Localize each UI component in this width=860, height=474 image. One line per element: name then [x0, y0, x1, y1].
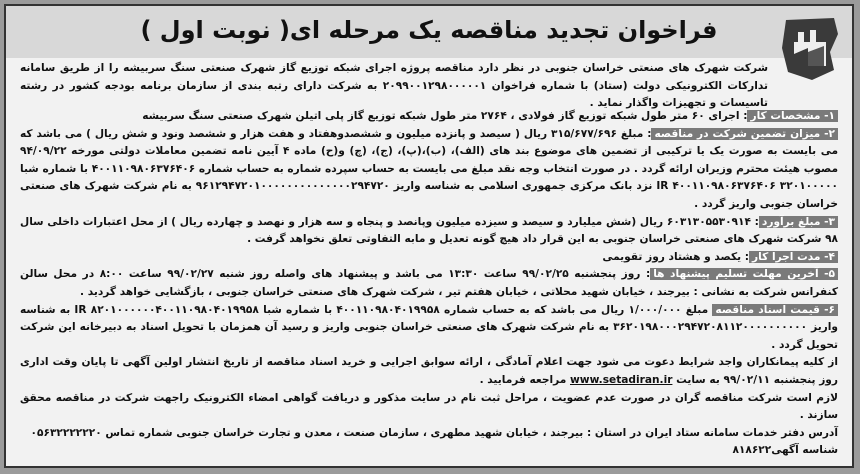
section-2-label: ۲- میزان تضمین شرکت در مناقصه: [651, 128, 838, 140]
setad-link[interactable]: www.setadiran.ir: [570, 373, 673, 386]
ad-intro: [20, 60, 768, 113]
ad-body: [20, 108, 838, 460]
company-logo-icon: [778, 12, 844, 86]
section-2: [20, 126, 838, 214]
section-4-text: : یکصد و هشتاد روز تقویمی: [602, 250, 750, 263]
section-2-text: : مبلغ ۳۱۵/۶۷۷/۶۹۶ ریال ( سیصد و پانزده میلیون و ششصدوهفتاد و هفت هزار و ششصد ونود و شش ریال ) می باشد که می بایست به صورت یک یا ترکیبی از تضمین های موضوع بند های (الف)، (ب)،(پ)، (ج)، (چ) و(ح) ماده ۴ آیین نامه تضمین معاملات دولتی مورخه ۹۴/۰۹/۲۲ مصوب هیئت محترم وزیران ارائه گردد . در صورت انتخاب وجه نقد مبلغ می بایست به حساب سپرده شماره به حساب شماره ۴۰۰۱۱۰۹۸۰۶۳۷۶۴۰۶ با شماره شبا IR ۴۰۰۱۱۰۹۸۰۶۳۷۶۴۰۶ ۳۲۰۱۰۰۰۰۰ نزد بانک مرکزی جمهوری اسلامی به شناسه واریز ۹۶۱۲۹۴۷۲۰۱۰۰۰۰۰۰۰۰۰۰۰۰۰۰۲۹۴۷۲۰ به نام شرکت شهرک های صنعتی خراسان جنوبی واریز گردد .: [20, 127, 839, 210]
section-4-label: ۴- مدت اجرا کار: [749, 251, 838, 263]
section-4: [20, 249, 838, 267]
section-1-label: ۱- مشخصات کار: [747, 110, 838, 122]
section-5-text: : روز پنجشنبه ۹۹/۰۲/۲۵ ساعت ۱۳:۳۰ می باشد و پیشنهاد های واصله روز شنبه ۹۹/۰۲/۲۷ ساعت ۸:۰۰ در محل سالن کنفرانس شرکت به نشانی : بیرجند ، خیابان شهید محلاتی ، خیابان هفتم تیر ، شرکت شهرک های صنعتی خراسان جنوبی ، بازگشایی خواهد گردید .: [20, 268, 838, 298]
ad-id: شناسه آگهی۸۱۸۶۲۲: [732, 444, 838, 457]
section-6: [20, 302, 838, 355]
ad-title: فراخوان تجدید مناقصه یک مرحله ای( نوبت اول ): [140, 16, 718, 44]
section-8: لازم است شرکت مناقصه گران در صورت عدم عضویت ، مراحل ثبت نام در سایت مذکور و دریافت گواهی امضاء الکترونیک راجهت شرکت در مناقصه محقق سازند .: [20, 391, 838, 422]
section-1: [20, 108, 838, 126]
section-1-text: : اجرای ۶۰ متر طول شبکه توزیع گاز فولادی ، ۲۷۶۴ متر طول شبکه توزیع گاز پلی اتیلن شهرک صنعتی سنگ سربیشه: [142, 110, 748, 122]
tender-ad: [4, 4, 854, 468]
section-6-text: مبلغ ۱/۰۰۰/۰۰۰ ریال می باشد که به حساب شماره ۴۰۰۱۱۰۹۸۰۴۰۱۹۹۵۸ با شماره شبا IR ۸۲۰۱۰۰۰۰۰۰۴۰۰۱۱۰۹۸۰۴۰۱۹۹۵۸ به شناسه واریز ۳۶۲۰۱۹۸۰۰۰۲۹۴۷۲۰۸۱۱۲۰۰۰۰۰۰۰۰۰۰ به نام شرکت شهرک های صنعتی خراسان جنوبی واریز و رسید آن همزمان با تحویل اسناد به دبیرخانه این شرکت تحویل گردد .: [20, 303, 838, 351]
section-3-label: ۳- مبلغ برآورد: [759, 216, 838, 228]
company-paragraph: شرکت شهرک های صنعتی خراسان جنوبی در نظر دارد مناقصه پروژه اجرای شبکه توزیع گاز شهرک صنعتی سنگ سربیشه را از طریق سامانه تدارکات الکترونیکی دولت (ستاد) با شماره فراخوان ۲۰۹۹۰۰۱۲۹۸۰۰۰۰۰۱ به شرکت دارای رتبه بندی از سازمان برنامه بودجه کشور در رشته تاسیسات و تجهیزات واگذار نماید .: [20, 62, 768, 110]
section-9: آدرس دفتر خدمات سامانه ستاد ایران در استان : بیرجند ، خیابان شهید مطهری ، سازمان صنعت ، معدن و تجارت خراسان جنوبی شماره تماس ۰۵۶۳۲۲۲۲۲۲۰: [30, 426, 838, 439]
section-5: [20, 266, 838, 301]
section-7: [20, 354, 838, 389]
section-7-text: از کلیه پیمانکاران واجد شرایط دعوت می شود جهت اعلام آمادگی ، ارائه سوابق اجرایی و خرید اسناد مناقصه از تاریخ انتشار اولین آگهی تا پایان وقت اداری روز پنجشنبه ۹۹/۰۲/۱۱ به سایت: [20, 356, 838, 386]
section-6-label: ۶- قیمت اسناد مناقصه: [712, 304, 838, 316]
section-3-text: : ۶۰۳۱۳۰۵۵۳۰۹۱۴ ریال (شش میلیارد و سیصد و سیزده میلیون وپانصد و پنجاه و سه هزار و نهصد و چهارده ریال ) از محل اعتبارات داخلی سال ۹۸ شرکت شهرک های صنعتی خراسان جنوبی به این قرار داد هیچ گونه تعدیل و مابه التفاوتی تعلق نخواهد گرفت .: [20, 215, 838, 246]
section-3: [20, 214, 838, 249]
section-7-tail: مراجعه فرمایید .: [479, 373, 567, 386]
section-5-label: ۵- آخرین مهلت تسلیم پیشنهاد ها: [650, 268, 838, 280]
